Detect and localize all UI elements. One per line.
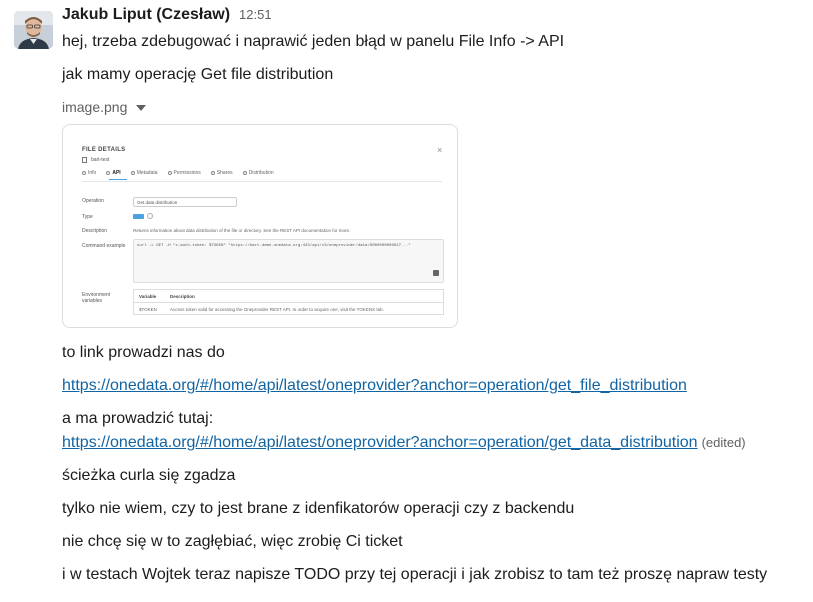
file-distribution-link[interactable]: https://onedata.org/#/home/api/latest/oneprovider?anchor=operation/get_file_distribution — [62, 377, 687, 394]
table-header-description: Description — [170, 294, 195, 299]
data-distribution-link[interactable]: https://onedata.org/#/home/api/latest/oneprovider?anchor=operation/get_data_distribution — [62, 434, 698, 451]
message-text: tylko nie wiem, czy to jest brane z idenfikatorów operacji czy z backendu — [62, 500, 575, 517]
preview-operation-select: Get data distribution — [133, 197, 237, 207]
preview-label-command: Command example — [82, 243, 126, 249]
author-name[interactable]: Jakub Liput (Czesław) — [62, 6, 231, 23]
preview-label-description: Description — [82, 228, 108, 234]
preview-env-table — [133, 289, 444, 315]
message-header — [62, 6, 272, 28]
method-badge — [133, 214, 144, 219]
preview-label-type: Type — [82, 214, 93, 220]
preview-file-name: bart-test — [91, 157, 110, 163]
message-text: nie chcę się w to zagłębiać, więc zrobię Ci ticket — [62, 533, 403, 550]
preview-command: curl -L GET -H "x-auth-token: $TOKEN" "https://bart.demo.onedata.org:443/api/v3/oneprovider/data/0000000000027..." — [133, 239, 444, 283]
message-text: ścieżka curla się zgadza — [62, 467, 236, 484]
message-link-line — [62, 375, 687, 397]
message-link-line — [62, 432, 746, 454]
attachment-header[interactable] — [62, 96, 146, 118]
avatar[interactable] — [14, 11, 53, 49]
file-icon — [82, 157, 87, 163]
divider — [82, 181, 442, 182]
message-text: i w testach Wojtek teraz napisze TODO przy tej operacji i jak zrobisz to tam też proszę napraw testy — [62, 566, 768, 583]
person-avatar-icon — [14, 11, 53, 49]
copy-icon — [433, 270, 439, 276]
preview-tab-distribution: Distribution — [243, 170, 274, 176]
table-cell-variable: $TOKEN — [139, 307, 157, 312]
preview-tab-permissions: Permissions — [168, 170, 201, 176]
attachment-filename[interactable]: image.png — [62, 99, 128, 115]
preview-tabs — [82, 170, 274, 176]
preview-tab-info: Info — [82, 170, 96, 176]
message-text: jak mamy operację Get file distribution — [62, 66, 334, 83]
screenshot-preview — [63, 125, 457, 327]
preview-tab-api: API — [106, 170, 120, 176]
preview-label-env: Environment variables — [82, 292, 111, 304]
info-icon — [147, 213, 153, 219]
message-text: a ma prowadzić tutaj: — [62, 410, 214, 427]
table-header-variable: Variable — [139, 294, 157, 299]
preview-title: FILE DETAILS — [82, 147, 126, 153]
preview-description: Returns information about data distribution of the file or directory. See the REST API documentation for more. — [133, 228, 351, 233]
message-timestamp[interactable]: 12:51 — [239, 7, 272, 22]
image-attachment[interactable] — [62, 124, 458, 328]
message-text: hej, trzeba zdebugować i naprawić jeden błąd w panelu File Info -> API — [62, 33, 565, 50]
preview-label-operation: Operation — [82, 198, 104, 204]
message-text: to link prowadzi nas do — [62, 344, 225, 361]
preview-tab-metadata: Metadata — [131, 170, 158, 176]
table-cell-description: Access token valid for accessing the Oneprovider REST API. In order to acquire one, visit the TOKENS tab. — [170, 307, 384, 312]
preview-tab-shares: Shares — [211, 170, 233, 176]
caret-down-icon[interactable] — [136, 105, 146, 111]
edited-label: (edited) — [701, 435, 746, 450]
active-tab-underline — [109, 179, 127, 180]
close-icon: × — [437, 145, 443, 155]
